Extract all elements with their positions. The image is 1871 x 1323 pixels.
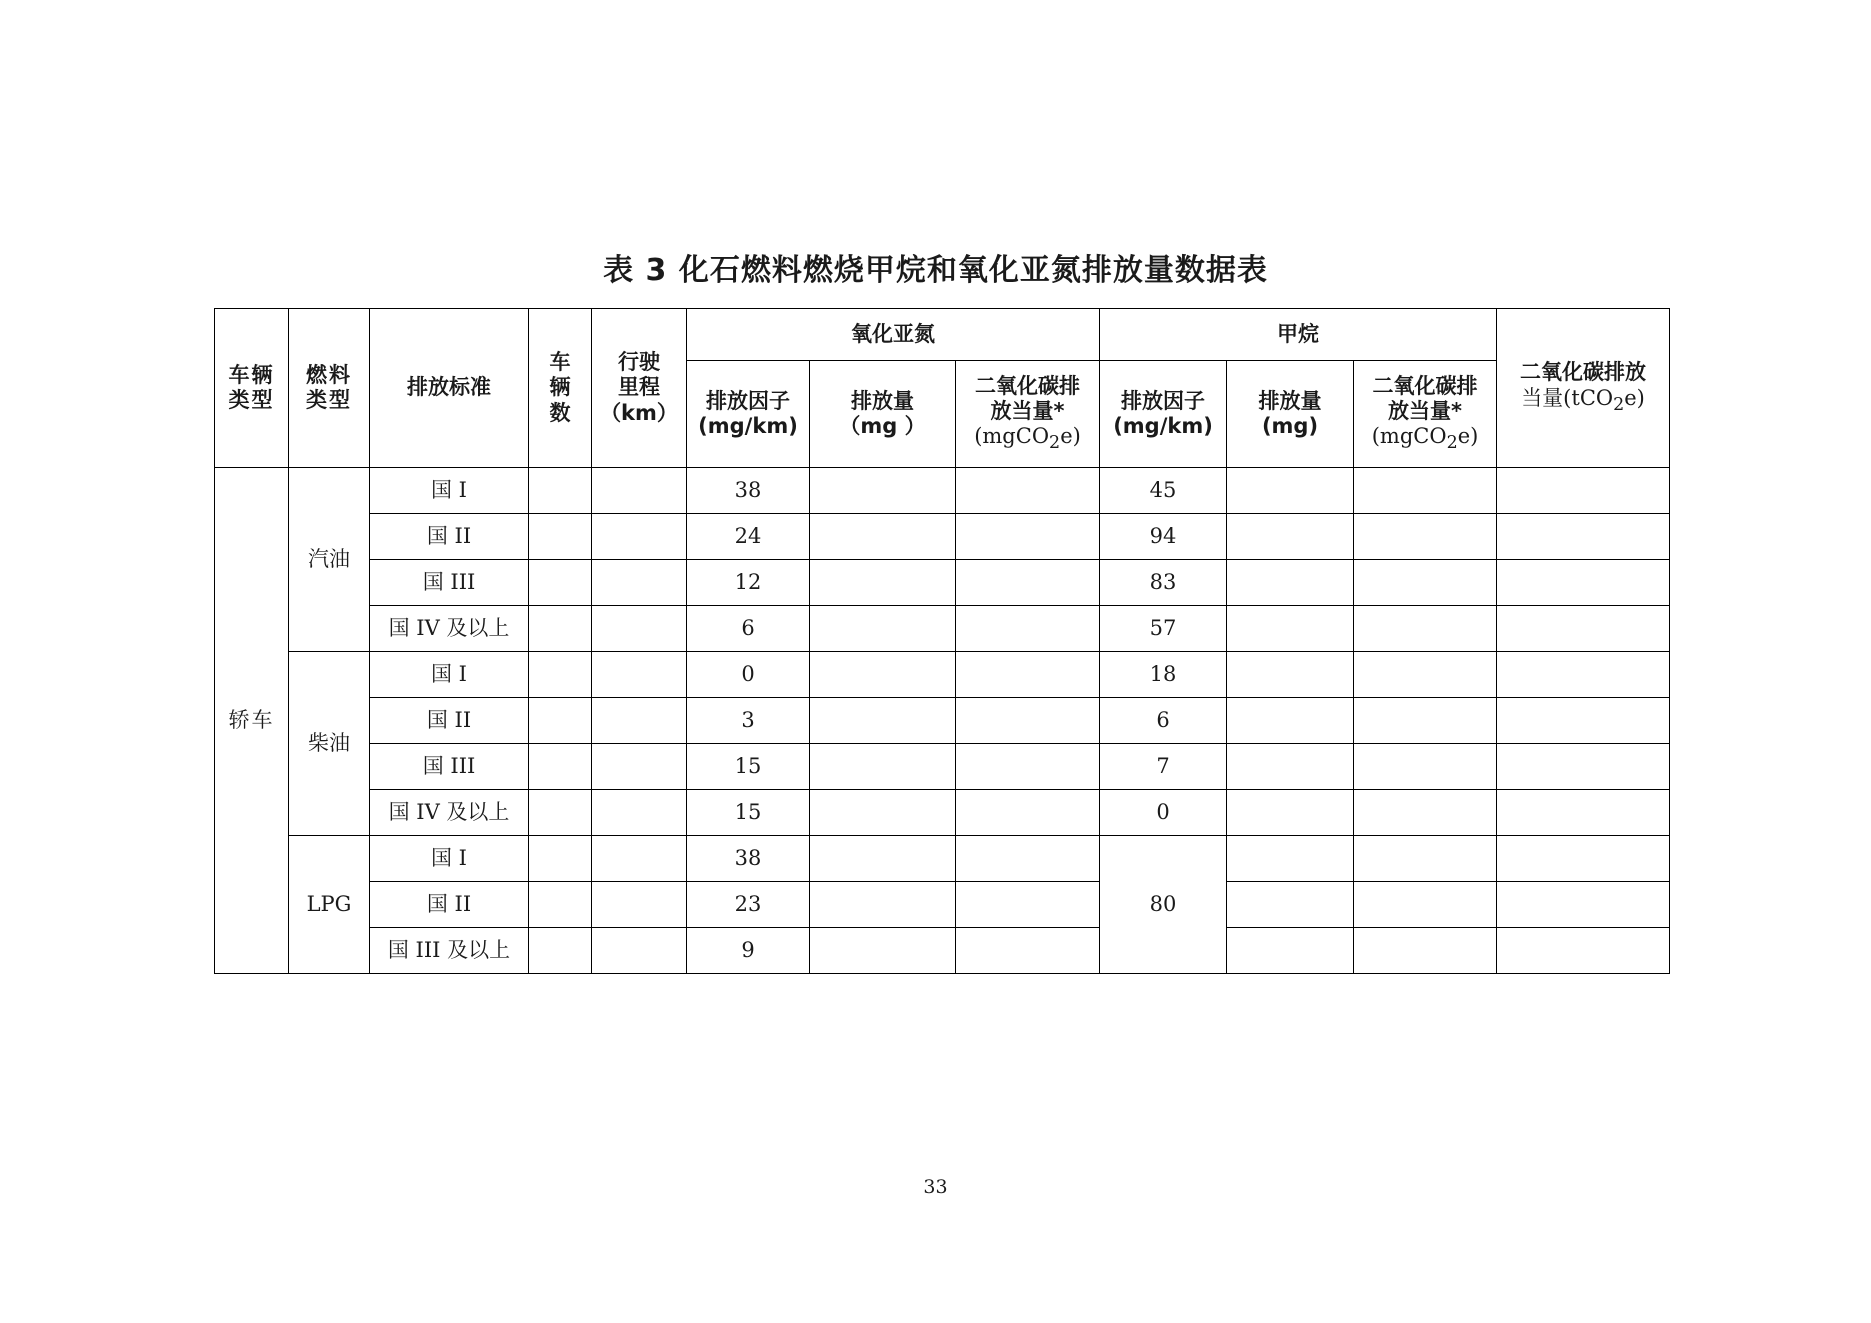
mileage-cell xyxy=(592,560,687,606)
emission-standard-cell: 国 I xyxy=(370,652,529,698)
fuel-type-cell: LPG xyxy=(289,836,370,974)
ch4-co2e-cell xyxy=(1354,560,1497,606)
header-ch4-amount: 排放量 (mg) xyxy=(1227,361,1354,468)
vehicle-count-cell xyxy=(529,652,592,698)
n2o-amount-cell xyxy=(810,744,956,790)
n2o-factor-cell: 38 xyxy=(687,836,810,882)
n2o-co2e-cell xyxy=(956,560,1100,606)
n2o-amount-cell xyxy=(810,836,956,882)
ch4-factor-cell: 45 xyxy=(1100,468,1227,514)
emission-standard-cell: 国 III xyxy=(370,744,529,790)
header-n2o-group: 氧化亚氮 xyxy=(687,309,1100,361)
n2o-factor-cell: 9 xyxy=(687,928,810,974)
ch4-amount-cell xyxy=(1227,606,1354,652)
ch4-co2e-cell xyxy=(1354,744,1497,790)
n2o-amount-cell xyxy=(810,652,956,698)
emission-standard-cell: 国 IV 及以上 xyxy=(370,790,529,836)
n2o-amount-cell xyxy=(810,928,956,974)
ch4-co2e-cell xyxy=(1354,514,1497,560)
n2o-factor-cell: 23 xyxy=(687,882,810,928)
header-n2o-co2e: 二氧化碳排 放当量* (mgCO$_2$e) xyxy=(956,361,1100,468)
header-ch4-group: 甲烷 xyxy=(1100,309,1497,361)
total-co2e-cell xyxy=(1497,606,1670,652)
ch4-factor-cell: 6 xyxy=(1100,698,1227,744)
ch4-amount-cell xyxy=(1227,698,1354,744)
header-emission-standard: 排放标准 xyxy=(370,309,529,468)
ch4-factor-cell: 83 xyxy=(1100,560,1227,606)
total-co2e-cell xyxy=(1497,836,1670,882)
ch4-amount-cell xyxy=(1227,882,1354,928)
emission-standard-cell: 国 II xyxy=(370,882,529,928)
ch4-factor-cell: 94 xyxy=(1100,514,1227,560)
ch4-amount-cell xyxy=(1227,928,1354,974)
total-co2e-cell xyxy=(1497,514,1670,560)
n2o-amount-cell xyxy=(810,790,956,836)
ch4-factor-cell: 80 xyxy=(1100,836,1227,974)
header-n2o-factor: 排放因子 (mg/km) xyxy=(687,361,810,468)
ch4-co2e-cell xyxy=(1354,882,1497,928)
total-co2e-cell xyxy=(1497,698,1670,744)
vehicle-count-cell xyxy=(529,560,592,606)
emission-standard-cell: 国 I xyxy=(370,836,529,882)
emission-standard-cell: 国 II xyxy=(370,514,529,560)
ch4-co2e-cell xyxy=(1354,928,1497,974)
mileage-cell xyxy=(592,882,687,928)
mileage-cell xyxy=(592,606,687,652)
mileage-cell xyxy=(592,468,687,514)
vehicle-count-cell xyxy=(529,882,592,928)
total-co2e-cell xyxy=(1497,560,1670,606)
vehicle-count-cell xyxy=(529,836,592,882)
n2o-amount-cell xyxy=(810,698,956,744)
n2o-co2e-cell xyxy=(956,882,1100,928)
mileage-cell xyxy=(592,744,687,790)
ch4-amount-cell xyxy=(1227,468,1354,514)
n2o-factor-cell: 15 xyxy=(687,790,810,836)
n2o-co2e-cell xyxy=(956,744,1100,790)
n2o-co2e-cell xyxy=(956,790,1100,836)
page-number: 33 xyxy=(923,1176,948,1198)
n2o-amount-cell xyxy=(810,468,956,514)
total-co2e-cell xyxy=(1497,928,1670,974)
ch4-factor-cell: 7 xyxy=(1100,744,1227,790)
ch4-co2e-cell xyxy=(1354,606,1497,652)
table-title: 表 3 化石燃料燃烧甲烷和氧化亚氮排放量数据表 xyxy=(603,253,1268,288)
n2o-factor-cell: 12 xyxy=(687,560,810,606)
ch4-co2e-cell xyxy=(1354,468,1497,514)
mileage-cell xyxy=(592,514,687,560)
mileage-cell xyxy=(592,928,687,974)
ch4-factor-cell: 57 xyxy=(1100,606,1227,652)
total-co2e-cell xyxy=(1497,468,1670,514)
ch4-amount-cell xyxy=(1227,652,1354,698)
ch4-co2e-cell xyxy=(1354,652,1497,698)
total-co2e-cell xyxy=(1497,882,1670,928)
vehicle-count-cell xyxy=(529,744,592,790)
header-vehicle-type: 车辆 类型 xyxy=(215,309,289,468)
emission-standard-cell: 国 I xyxy=(370,468,529,514)
header-fuel-type: 燃料 类型 xyxy=(289,309,370,468)
vehicle-count-cell xyxy=(529,468,592,514)
ch4-amount-cell xyxy=(1227,790,1354,836)
emission-standard-cell: 国 IV 及以上 xyxy=(370,606,529,652)
n2o-amount-cell xyxy=(810,514,956,560)
total-co2e-cell xyxy=(1497,744,1670,790)
header-mileage: 行驶 里程 （km） xyxy=(592,309,687,468)
header-vehicle-count: 车 辆 数 xyxy=(529,309,592,468)
n2o-co2e-cell xyxy=(956,836,1100,882)
ch4-factor-cell: 18 xyxy=(1100,652,1227,698)
ch4-amount-cell xyxy=(1227,514,1354,560)
n2o-amount-cell xyxy=(810,560,956,606)
n2o-amount-cell xyxy=(810,882,956,928)
vehicle-count-cell xyxy=(529,514,592,560)
n2o-factor-cell: 6 xyxy=(687,606,810,652)
header-n2o-amount: 排放量 （mg ） xyxy=(810,361,956,468)
n2o-factor-cell: 0 xyxy=(687,652,810,698)
emission-standard-cell: 国 III 及以上 xyxy=(370,928,529,974)
n2o-factor-cell: 38 xyxy=(687,468,810,514)
ch4-co2e-cell xyxy=(1354,836,1497,882)
n2o-co2e-cell xyxy=(956,652,1100,698)
n2o-factor-cell: 15 xyxy=(687,744,810,790)
mileage-cell xyxy=(592,790,687,836)
header-ch4-factor: 排放因子 (mg/km) xyxy=(1100,361,1227,468)
fuel-type-cell: 汽油 xyxy=(289,468,370,652)
vehicle-count-cell xyxy=(529,928,592,974)
ch4-amount-cell xyxy=(1227,560,1354,606)
n2o-amount-cell xyxy=(810,606,956,652)
vehicle-count-cell xyxy=(529,606,592,652)
fuel-type-cell: 柴油 xyxy=(289,652,370,836)
n2o-co2e-cell xyxy=(956,468,1100,514)
n2o-co2e-cell xyxy=(956,514,1100,560)
header-total-co2e: 二氧化碳排放 当量(tCO$_2$e) xyxy=(1497,309,1670,468)
header-ch4-co2e: 二氧化碳排 放当量* (mgCO$_2$e) xyxy=(1354,361,1497,468)
total-co2e-cell xyxy=(1497,790,1670,836)
total-co2e-cell xyxy=(1497,652,1670,698)
ch4-amount-cell xyxy=(1227,836,1354,882)
emission-standard-cell: 国 II xyxy=(370,698,529,744)
ch4-co2e-cell xyxy=(1354,790,1497,836)
mileage-cell xyxy=(592,652,687,698)
vehicle-type-cell: 轿车 xyxy=(215,468,289,974)
n2o-co2e-cell xyxy=(956,698,1100,744)
n2o-co2e-cell xyxy=(956,928,1100,974)
vehicle-count-cell xyxy=(529,790,592,836)
n2o-co2e-cell xyxy=(956,606,1100,652)
ch4-factor-cell: 0 xyxy=(1100,790,1227,836)
n2o-factor-cell: 3 xyxy=(687,698,810,744)
mileage-cell xyxy=(592,698,687,744)
n2o-factor-cell: 24 xyxy=(687,514,810,560)
vehicle-count-cell xyxy=(529,698,592,744)
mileage-cell xyxy=(592,836,687,882)
ch4-co2e-cell xyxy=(1354,698,1497,744)
emission-data-table xyxy=(214,308,1670,974)
emission-standard-cell: 国 III xyxy=(370,560,529,606)
ch4-amount-cell xyxy=(1227,744,1354,790)
